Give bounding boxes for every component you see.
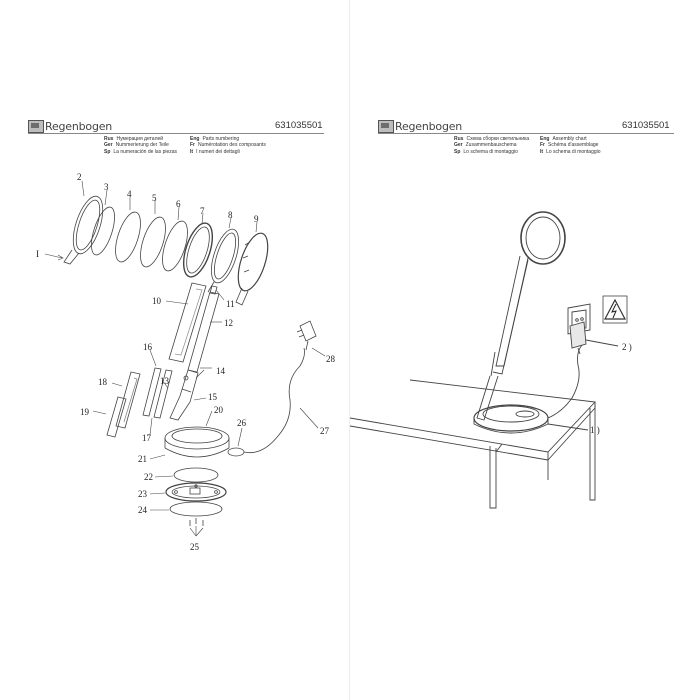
header-line: Eng Assembly chart (540, 136, 587, 142)
document-number: 631035501 (622, 120, 670, 131)
lens-ring-part (64, 193, 109, 264)
arm-base-part (170, 370, 198, 420)
header-line: Fr Numérotation des composants (190, 142, 266, 149)
part-label: 7 (200, 206, 205, 216)
part-label: 10 (152, 296, 161, 306)
part-label: 14 (216, 366, 225, 376)
header-line: Rus Нумерация деталей (104, 136, 164, 142)
header-line: Rus Схема сборки светильника (454, 136, 530, 142)
part-label: 9 (254, 214, 259, 224)
part-label: 21 (138, 454, 147, 464)
part-label: 16 (143, 342, 152, 352)
header-line: Sp La numeración de las piezas (104, 148, 178, 155)
part-label: I (36, 249, 39, 259)
power-cable (548, 345, 582, 418)
high-voltage-icon (603, 296, 627, 323)
base-pad-part (170, 502, 222, 516)
header-line: Ger Zusammenbauschema (454, 142, 517, 149)
part-label: 6 (176, 199, 181, 209)
document-number: 631035501 (275, 120, 323, 131)
brand-name: Regenbogen (45, 120, 113, 133)
part-label: 13 (160, 376, 169, 386)
part-label: 26 (237, 418, 246, 428)
side-cover-part (143, 368, 161, 416)
part-label: 12 (224, 318, 233, 328)
part-label: 17 (142, 433, 151, 443)
table (350, 380, 595, 508)
power-adapter-part (297, 321, 316, 350)
header-line: It I numeri dei dettagli (190, 148, 240, 155)
screws-part (190, 518, 203, 526)
part-label: 20 (214, 405, 223, 415)
part-label: 11 (226, 299, 235, 309)
part-label: 25 (190, 542, 199, 552)
brand-name: Regenbogen (395, 120, 463, 133)
part-label: 4 (127, 189, 132, 199)
part-label: 22 (144, 472, 153, 482)
assembly-chart-page (350, 0, 700, 700)
part-label: 27 (320, 426, 329, 436)
base-plate-part (166, 483, 226, 501)
part-label: 23 (138, 489, 147, 499)
base-top-part (165, 427, 229, 457)
base-disc-part (174, 468, 218, 482)
part-label: 15 (208, 392, 217, 402)
part-label: 2 (77, 172, 82, 182)
assembly-diagram (350, 0, 700, 700)
part-label: 8 (228, 210, 233, 220)
desk-lamp (474, 212, 565, 433)
header-line: Fr Schéma d'assemblage (540, 142, 599, 149)
cover-panel-part (107, 397, 126, 437)
header-line: Eng Parts numbering (190, 136, 240, 142)
part-label: 19 (80, 407, 89, 417)
header-line: It Lo schema di montaggio (540, 148, 601, 155)
part-label: 28 (326, 354, 335, 364)
header-line: Sp Lo schema di montaggio (454, 148, 518, 155)
part-label: 18 (98, 377, 107, 387)
part-label: 3 (104, 182, 109, 192)
power-adapter (570, 322, 586, 354)
part-label: 5 (152, 193, 157, 203)
callout-adapter: 2 ) (622, 342, 632, 352)
part-label: 24 (138, 505, 147, 515)
callout-lamp: 1 ) (590, 425, 600, 435)
header-line: Ger Nummerierung der Teile (104, 142, 169, 149)
